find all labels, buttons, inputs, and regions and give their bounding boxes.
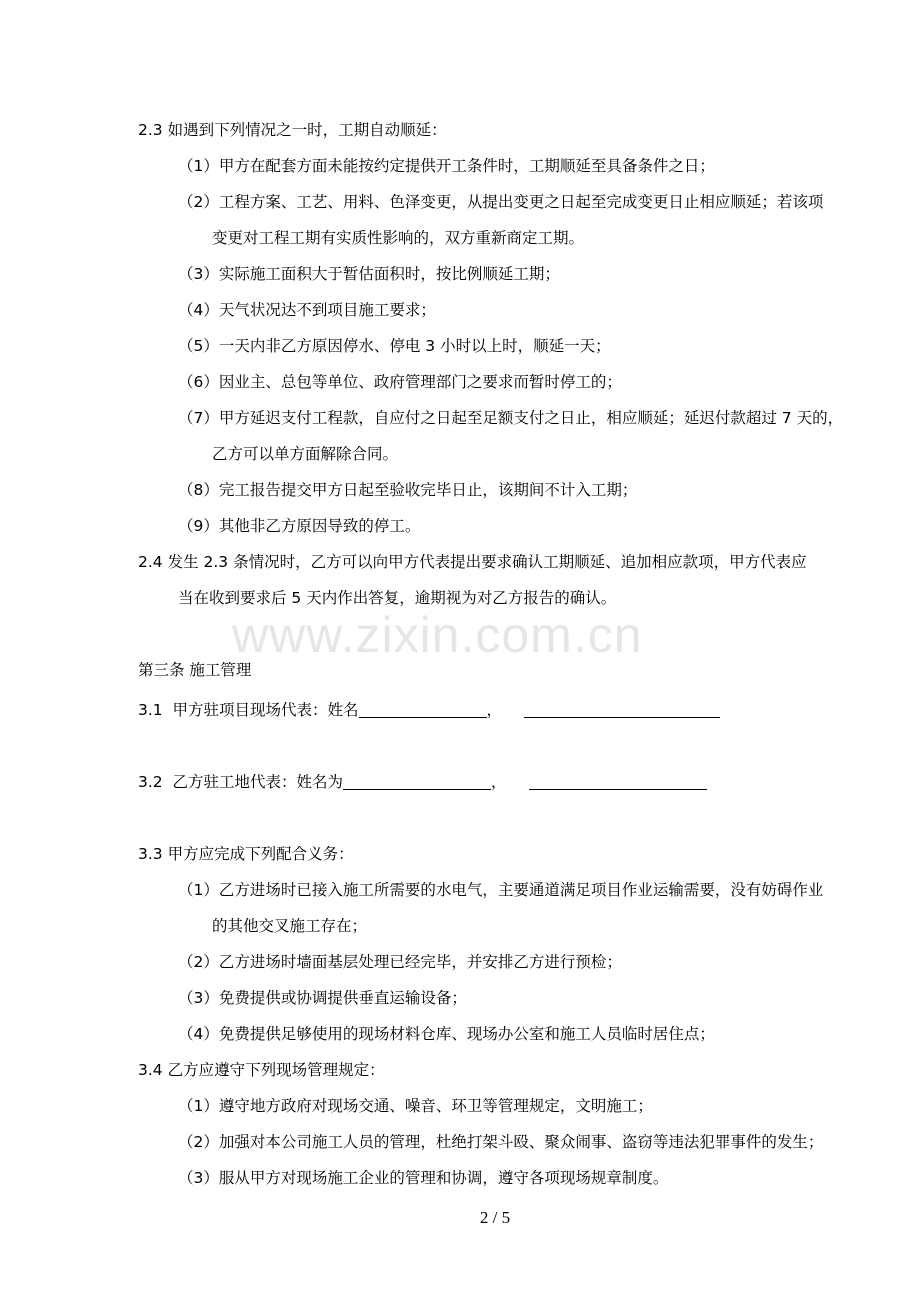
section-2-3-item-5: （5）一天内非乙方原因停水、停电 3 小时以上时，顺延一天； xyxy=(178,337,611,355)
section-3-3-item-1: （1）乙方进场时已接入施工所需要的水电气，主要通道满足项目作业运输需要，没有妨碍作业 xyxy=(178,881,824,899)
section-3-3-title: 3.3 甲方应完成下列配合义务： xyxy=(138,845,354,863)
section-3-1 xyxy=(138,700,720,720)
section-3-4-item-2: （2）加强对本公司施工人员的管理，杜绝打架斗殴、聚众闹事、盗窃等违法犯罪事件的发生； xyxy=(178,1133,824,1151)
section-2-3-item-1: （1）甲方在配套方面未能按约定提供开工条件时，工期顺延至具备条件之日； xyxy=(178,157,715,175)
section-3-3-item-3: （3）免费提供或协调提供垂直运输设备； xyxy=(178,989,467,1007)
watermark: www.zixin.com.cn xyxy=(232,607,643,663)
section-3-3-item-2: （2）乙方进场时墙面基层处理已经完毕，并安排乙方进行预检； xyxy=(178,953,622,971)
section-2-3-item-7-cont: 乙方可以单方面解除合同。 xyxy=(212,445,399,463)
section-3-2 xyxy=(138,772,707,792)
section-3-4-item-3: （3）服从甲方对现场施工企业的管理和协调，遵守各项现场规章制度。 xyxy=(178,1169,669,1187)
section-2-3-item-4: （4）天气状况达不到项目施工要求； xyxy=(178,301,436,319)
section-2-3-item-7: （7）甲方延迟支付工程款，自应付之日起至足额支付之日止，相应顺延；延迟付款超过 7 天的， xyxy=(178,409,844,427)
section-2-3-item-2: （2）工程方案、工艺、用料、色泽变更，从提出变更之日起至完成变更日止相应顺延；若该项 xyxy=(178,193,824,211)
section-2-3-item-8: （8）完工报告提交甲方日起至验收完毕日止，该期间不计入工期； xyxy=(178,481,638,499)
section-3-4-item-1: （1）遵守地方政府对现场交通、噪音、环卫等管理规定，文明施工； xyxy=(178,1097,653,1115)
page-number: 2 / 5 xyxy=(479,1208,511,1227)
section-3-3-item-4: （4）免费提供足够使用的现场材料仓库、现场办公室和施工人员临时居住点； xyxy=(178,1025,715,1043)
name-blank-field[interactable] xyxy=(343,773,491,790)
section-3-4-title: 3.4 乙方应遵守下列现场管理规定： xyxy=(138,1061,385,1079)
section-2-3-item-6: （6）因业主、总包等单位、政府管理部门之要求而暂时停工的； xyxy=(178,373,622,391)
section-2-4-line-1: 2.4 发生 2.3 条情况时，乙方可以向甲方代表提出要求确认工期顺延、追加相应款项，甲方代表应 xyxy=(138,553,807,571)
section-2-3-item-9: （9）其他非乙方原因导致的停工。 xyxy=(178,517,421,535)
section-2-4-line-2: 当在收到要求后 5 天内作出答复，逾期视为对乙方报告的确认。 xyxy=(178,589,617,607)
section-3-1-label: 3.1 甲方驻项目现场代表：姓名 xyxy=(138,701,359,719)
section-3-1-comma: ， xyxy=(486,701,503,719)
section-2-3-item-3: （3）实际施工面积大于暂估面积时，按比例顺延工期； xyxy=(178,265,560,283)
contact-blank-field[interactable] xyxy=(524,701,720,718)
section-3-2-comma: ， xyxy=(491,773,507,791)
name-blank-field[interactable] xyxy=(359,701,487,718)
section-2-3-title: 2.3 如遇到下列情况之一时，工期自动顺延： xyxy=(138,121,447,139)
section-3-3-item-1-cont: 的其他交叉施工存在； xyxy=(212,917,368,935)
article-3-heading: 第三条 施工管理 xyxy=(138,661,252,679)
section-2-3-item-2-cont: 变更对工程工期有实质性影响的，双方重新商定工期。 xyxy=(212,229,585,247)
section-3-2-label: 3.2 乙方驻工地代表：姓名为 xyxy=(138,773,344,791)
contact-blank-field[interactable] xyxy=(529,773,707,790)
